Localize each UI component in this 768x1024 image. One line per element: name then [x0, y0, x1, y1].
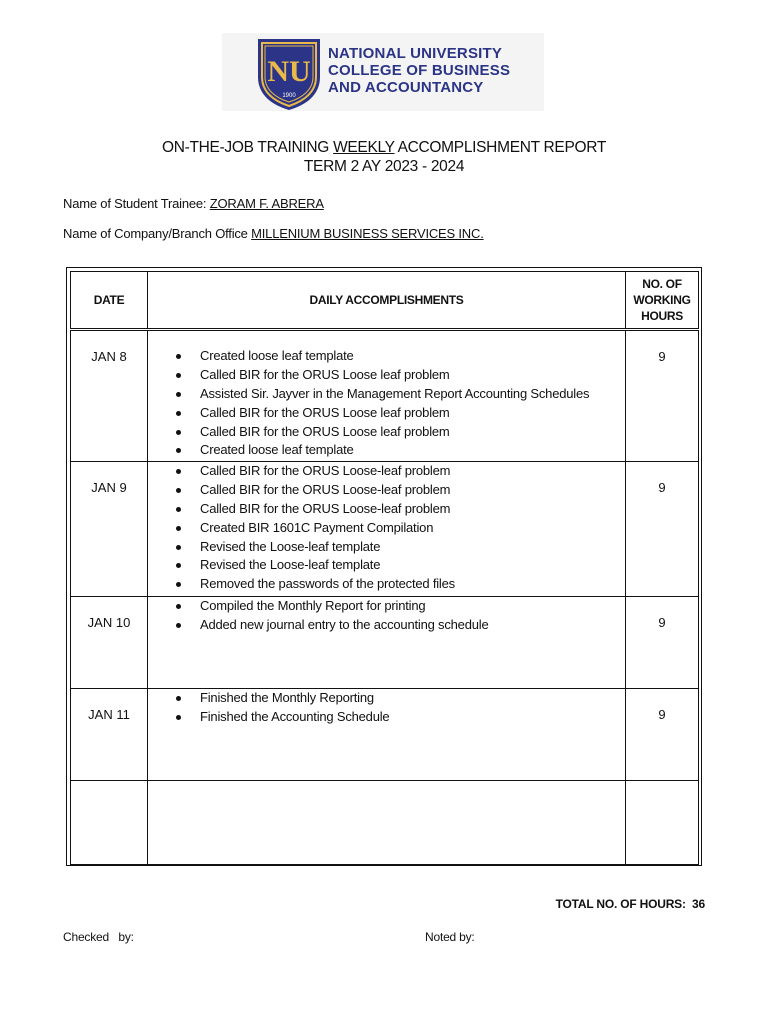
- list-item: Called BIR for the ORUS Loose leaf problem: [176, 404, 625, 423]
- table-row: [71, 597, 699, 689]
- row-hours: 9: [658, 480, 666, 495]
- date-cell: [71, 462, 148, 597]
- accomplishments-cell: [148, 689, 626, 781]
- empty-date-cell: [71, 781, 148, 865]
- school-line-3: AND ACCOUNTANCY: [328, 79, 484, 96]
- list-item: Assisted Sir. Jayver in the Management Report Accounting Schedules: [176, 385, 625, 404]
- row-hours: 9: [658, 349, 666, 364]
- list-item: Compiled the Monthly Report for printing: [176, 597, 625, 616]
- header-hours: NO. OF WORKING HOURS: [626, 272, 699, 330]
- list-item: Finished the Accounting Schedule: [176, 708, 625, 727]
- school-line-2: COLLEGE OF BUSINESS: [328, 62, 511, 79]
- list-item: Called BIR for the ORUS Loose-leaf problem: [176, 500, 625, 519]
- list-item: Called BIR for the ORUS Loose-leaf problem: [176, 481, 625, 500]
- title-post: ACCOMPLISHMENT REPORT: [394, 139, 607, 156]
- accomplishments-cell: [148, 597, 626, 689]
- date-cell: [71, 597, 148, 689]
- list-item: Called BIR for the ORUS Loose-leaf problem: [176, 462, 625, 481]
- empty-accomplishments-cell: [148, 781, 626, 865]
- total-hours: TOTAL NO. OF HOURS: 36: [555, 897, 705, 911]
- list-item: Revised the Loose-leaf template: [176, 538, 625, 557]
- company-line: [63, 226, 484, 241]
- table-row: [71, 330, 699, 462]
- list-item: Revised the Loose-leaf template: [176, 556, 625, 575]
- date-cell: [71, 689, 148, 781]
- hours-cell: [626, 330, 699, 462]
- school-name: [328, 45, 510, 96]
- seal-year: 1900: [282, 93, 296, 99]
- school-header: [222, 33, 544, 111]
- list-item: Added new journal entry to the accounting schedule: [176, 616, 625, 635]
- accomplishment-table: [70, 271, 699, 865]
- list-item: Removed the passwords of the protected files: [176, 575, 625, 594]
- row-hours: 9: [658, 707, 666, 722]
- title-line-2: TERM 2 AY 2023 - 2024: [303, 158, 465, 175]
- row-date: JAN 8: [91, 349, 127, 364]
- date-cell: [71, 330, 148, 462]
- company-label: Name of Company/Branch Office: [63, 226, 252, 241]
- title-weekly: WEEKLY: [333, 139, 395, 156]
- seal-letters: NU: [267, 55, 311, 88]
- row-date: JAN 10: [87, 615, 131, 630]
- accomplishment-list: [148, 689, 625, 727]
- title-line-1: [0, 138, 768, 157]
- report-title: [0, 138, 768, 176]
- title-pre: ON-THE-JOB TRAINING: [161, 139, 334, 156]
- row-hours: 9: [658, 615, 666, 630]
- empty-hours-cell: [626, 781, 699, 865]
- row-date: JAN 11: [88, 707, 130, 722]
- list-item: Called BIR for the ORUS Loose leaf problem: [176, 366, 625, 385]
- accomplishment-list: [148, 462, 625, 594]
- header-accomplishments: DAILY ACCOMPLISHMENTS: [148, 272, 626, 330]
- accomplishments-cell: [148, 462, 626, 597]
- hours-cell: [626, 689, 699, 781]
- accomplishment-list: [148, 347, 625, 460]
- list-item: Created loose leaf template: [176, 347, 625, 366]
- list-item: Finished the Monthly Reporting: [176, 689, 625, 708]
- trainee-name: ZORAM F. ABRERA: [209, 196, 324, 211]
- accomplishments-cell: [148, 330, 626, 462]
- list-item: Created loose leaf template: [176, 441, 625, 460]
- checked-by-label: Checked by:: [63, 930, 134, 944]
- list-item: Called BIR for the ORUS Loose leaf problem: [176, 423, 625, 442]
- accomplishment-list: [148, 597, 625, 635]
- company-name: MILLENIUM BUSINESS SERVICES INC.: [251, 226, 484, 241]
- header-date: DATE: [71, 272, 148, 330]
- school-line-1: NATIONAL UNIVERSITY: [328, 45, 503, 62]
- list-item: Created BIR 1601C Payment Compilation: [176, 519, 625, 538]
- noted-by-label: Noted by:: [425, 930, 475, 944]
- university-seal-logo: [250, 33, 328, 111]
- table-row: [71, 462, 699, 597]
- trainee-line: [63, 196, 324, 211]
- hours-cell: [626, 597, 699, 689]
- hours-cell: [626, 462, 699, 597]
- table-row-empty: [71, 781, 699, 865]
- row-date: JAN 9: [91, 480, 127, 495]
- table-row: [71, 689, 699, 781]
- trainee-label: Name of Student Trainee:: [63, 196, 210, 211]
- table-header-row: [71, 272, 699, 330]
